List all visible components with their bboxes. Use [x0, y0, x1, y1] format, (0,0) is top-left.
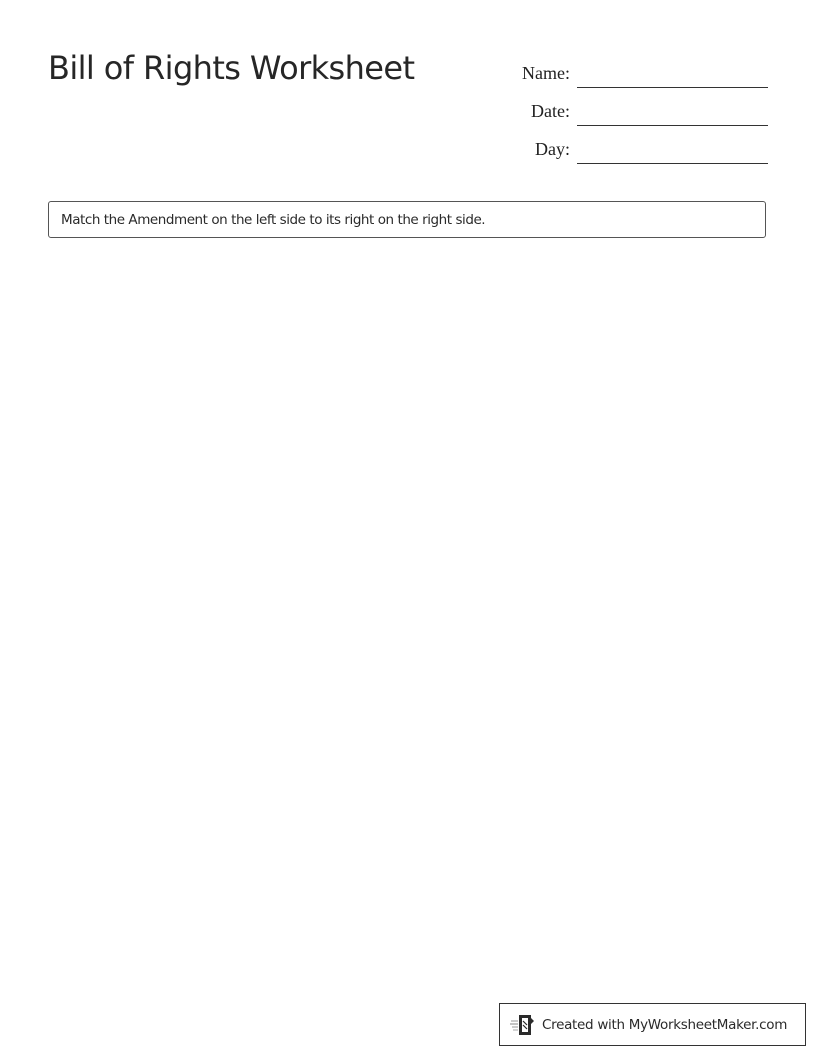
- name-field-label: Name:: [522, 63, 570, 83]
- day-field-row: [500, 126, 768, 164]
- page-title: Bill of Rights Worksheet: [48, 49, 415, 87]
- name-field-row: [500, 50, 768, 88]
- day-field-line[interactable]: [577, 163, 768, 164]
- footer-credit-text[interactable]: Created with MyWorksheetMaker.com: [542, 1016, 788, 1033]
- worksheet-maker-logo-icon: [510, 1013, 536, 1037]
- date-field-line[interactable]: [577, 125, 768, 126]
- footer-credit-badge[interactable]: [499, 1003, 806, 1046]
- student-info-fields: [500, 50, 768, 164]
- name-field-line[interactable]: [577, 87, 768, 88]
- instructions-text: Match the Amendment on the left side to its right on the right side.: [61, 211, 486, 228]
- instructions-box: [48, 201, 766, 238]
- day-field-label: Day:: [535, 139, 570, 159]
- date-field-label: Date:: [531, 101, 570, 121]
- date-field-row: [500, 88, 768, 126]
